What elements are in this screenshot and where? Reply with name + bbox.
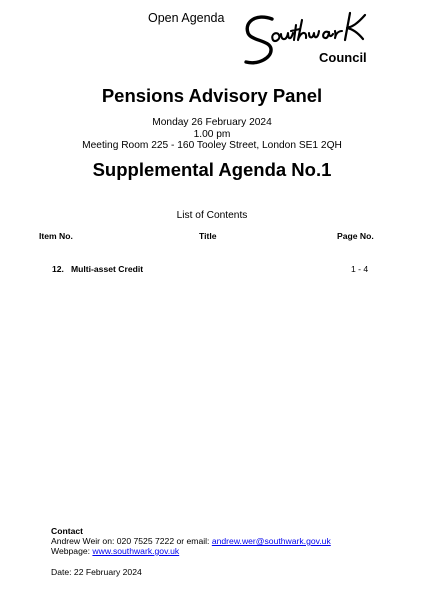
column-header-title: Title [199,231,217,241]
council-wordmark: Council [319,50,367,65]
panel-title: Pensions Advisory Panel [101,85,323,106]
meeting-time: 1.00 pm [193,129,231,140]
agenda-item-title[interactable]: Multi-asset Credit [71,264,144,274]
contact-email-link[interactable]: andrew.wer@southwark.gov.uk [211,536,331,546]
contact-heading: Contact [51,526,83,536]
contact-text: Andrew Weir on: 020 7525 7222 or email: [51,536,212,546]
webpage-label: Webpage: [51,546,93,556]
column-header-item-no: Item No. [39,231,73,241]
column-header-page-no: Page No. [337,231,374,241]
meeting-location: Meeting Room 225 - 160 Tooley Street, London SE1 2QH [82,140,342,151]
publication-date: Date: 22 February 2024 [51,567,142,577]
open-agenda-label: Open Agenda [148,11,225,25]
agenda-title: Supplemental Agenda No.1 [92,159,332,180]
contact-line [51,536,331,547]
webpage-link[interactable]: www.southwark.gov.uk [92,546,180,556]
agenda-item-pages: 1 - 4 [351,264,369,274]
webpage-line [51,546,179,557]
contents-heading: List of Contents [176,210,248,221]
meeting-date: Monday 26 February 2024 [152,117,272,128]
southwark-council-logo [242,4,376,70]
agenda-item-number: 12. [52,264,64,274]
